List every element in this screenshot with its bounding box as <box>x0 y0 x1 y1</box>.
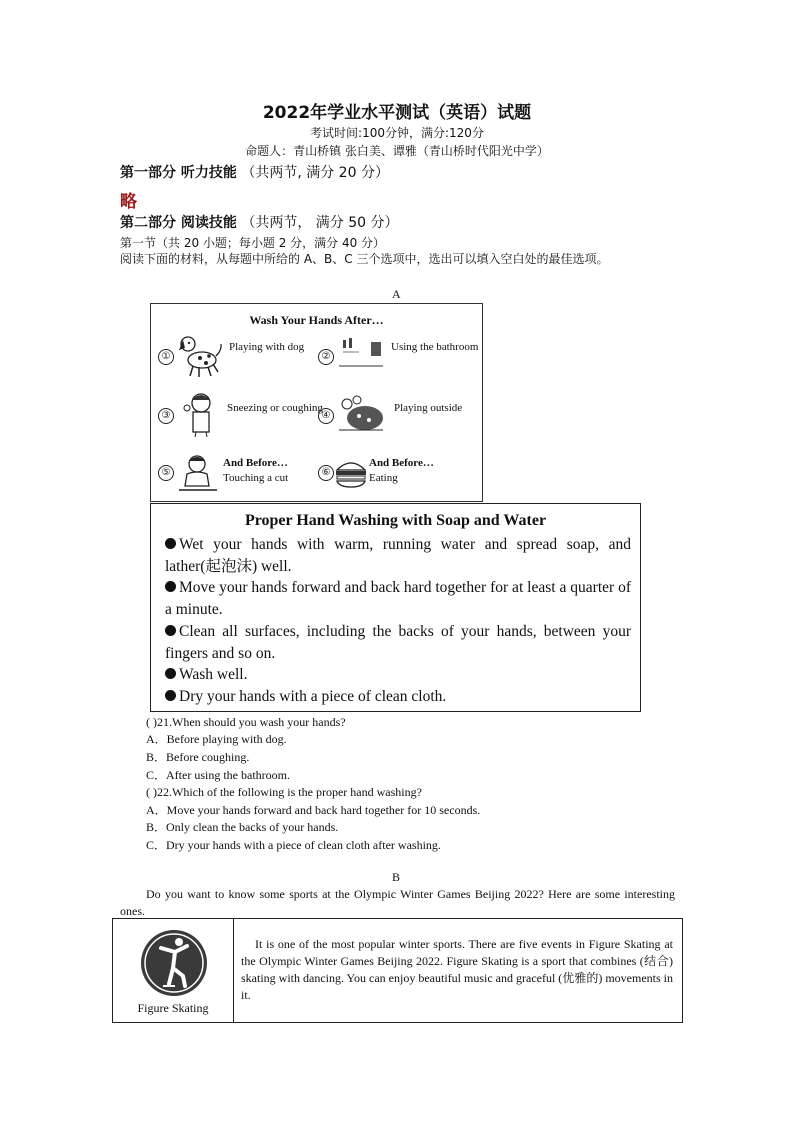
sport-name: Figure Skating <box>137 1001 209 1015</box>
poster-item-4: Playing outside <box>394 402 463 414</box>
figure-skating-icon <box>139 928 209 1002</box>
dog-icon <box>175 330 225 384</box>
washing-step <box>165 664 631 686</box>
washing-step-text: Wash well. <box>179 666 248 683</box>
bullet-icon <box>165 625 176 636</box>
question-21-option-a: A．Before playing with dog. <box>146 732 287 746</box>
question-21-option-b: B．Before coughing. <box>146 750 250 764</box>
poster-num-5: ⑤ <box>158 465 174 481</box>
instructions: 阅读下面的材料，从每题中所给的 A、B、C 三个选项中，选出可以填入空白处的最佳选项。 <box>120 252 609 266</box>
poster-num-2: ② <box>318 349 334 365</box>
sports-table <box>112 918 683 1023</box>
authors: 命题人：青山桥镇 张白美、谭雅（青山桥时代阳光中学） <box>245 144 549 158</box>
part1-heading-line <box>120 162 389 182</box>
washing-step <box>165 621 631 664</box>
part2-heading-line <box>120 212 399 232</box>
poster-num-3: ③ <box>158 408 174 424</box>
poster-title: Wash Your Hands After… <box>249 313 384 327</box>
part1-note: （共两节, 满分 20 分） <box>241 165 389 181</box>
wash-hands-poster <box>150 303 483 502</box>
washing-step <box>165 534 631 577</box>
poster-item-2: Using the bathroom <box>391 341 479 353</box>
poster-item-5-prefix: And Before… <box>223 457 288 469</box>
passage-b-intro: Do you want to know some sports at the Olympic Winter Games Beijing 2022? Here are some interesting ones. <box>120 887 675 918</box>
question-22-option-b: B．Only clean the backs of your hands. <box>146 820 339 834</box>
bullet-icon <box>165 581 176 592</box>
poster-num-6: ⑥ <box>318 465 334 481</box>
bullet-icon <box>165 538 176 549</box>
bullet-icon <box>165 690 176 701</box>
poster-item-5-text: Touching a cut <box>223 472 289 484</box>
question-22-option-a: A．Move your hands forward and back hard together for 10 seconds. <box>146 803 481 817</box>
hand-washing-title: Proper Hand Washing with Soap and Water <box>244 512 547 529</box>
washing-step-text: Clean all surfaces, including the backs of your hands, between your fingers and so on. <box>165 623 631 662</box>
exam-info: 考试时间:100分钟，满分:120分 <box>310 126 484 140</box>
question-22-option-c: C．Dry your hands with a piece of clean cloth after washing. <box>146 838 441 852</box>
page-title: 2022年学业水平测试（英语）试题 <box>262 103 532 123</box>
table-divider <box>233 919 234 1022</box>
washing-step <box>165 686 631 708</box>
poster-num-4: ④ <box>318 408 334 424</box>
part1-heading: 第一部分 听力技能 <box>120 165 237 181</box>
sneezing-boy-icon <box>179 390 219 442</box>
part2-heading: 第二部分 阅读技能 <box>120 215 237 231</box>
poster-item-6-prefix: And Before… <box>369 457 434 469</box>
poster-item-5 <box>223 456 288 486</box>
poster-item-1: Playing with dog <box>229 341 305 353</box>
hand-washing-box <box>150 503 641 712</box>
poster-item-3: Sneezing or coughing <box>227 402 323 414</box>
sport-description: It is one of the most popular winter sports. There are five events in Figure Skating at the Olympic Winter Games Beijing 2022. Figure Skating is a sport that combines (结合) skating with dancing. You can enjoy beautiful music and graceful (优雅的) movements in it. <box>241 937 673 1002</box>
washing-step-text: Move your hands forward and back hard together for at least a quarter of a minute. <box>165 579 631 618</box>
outdoor-bush-icon <box>335 394 387 440</box>
question-21: ( )21.When should you wash your hands? <box>146 715 346 729</box>
washing-step-text: Dry your hands with a piece of clean cloth. <box>179 688 447 705</box>
washing-step-text: Wet your hands with warm, running water and spread soap, and lather(起泡沫) well. <box>165 536 631 575</box>
passage-a-letter: A <box>392 287 401 301</box>
bullet-icon <box>165 668 176 679</box>
washing-step <box>165 577 631 620</box>
child-cut-icon <box>177 452 219 498</box>
passage-b-letter: B <box>392 870 401 884</box>
poster-num-1: ① <box>158 349 174 365</box>
section1-info: 第一节（共 20 小题；每小题 2 分，满分 40 分） <box>120 236 386 250</box>
question-22: ( )22.Which of the following is the proper hand washing? <box>146 785 422 799</box>
poster-item-6 <box>369 456 434 486</box>
question-21-option-c: C．After using the bathroom. <box>146 768 290 782</box>
bathroom-icon <box>337 336 387 384</box>
part1-omitted: 略 <box>120 192 137 212</box>
burger-icon <box>333 456 369 494</box>
poster-item-6-text: Eating <box>369 472 398 484</box>
part2-note: （共两节， 满分 50 分） <box>241 215 399 231</box>
